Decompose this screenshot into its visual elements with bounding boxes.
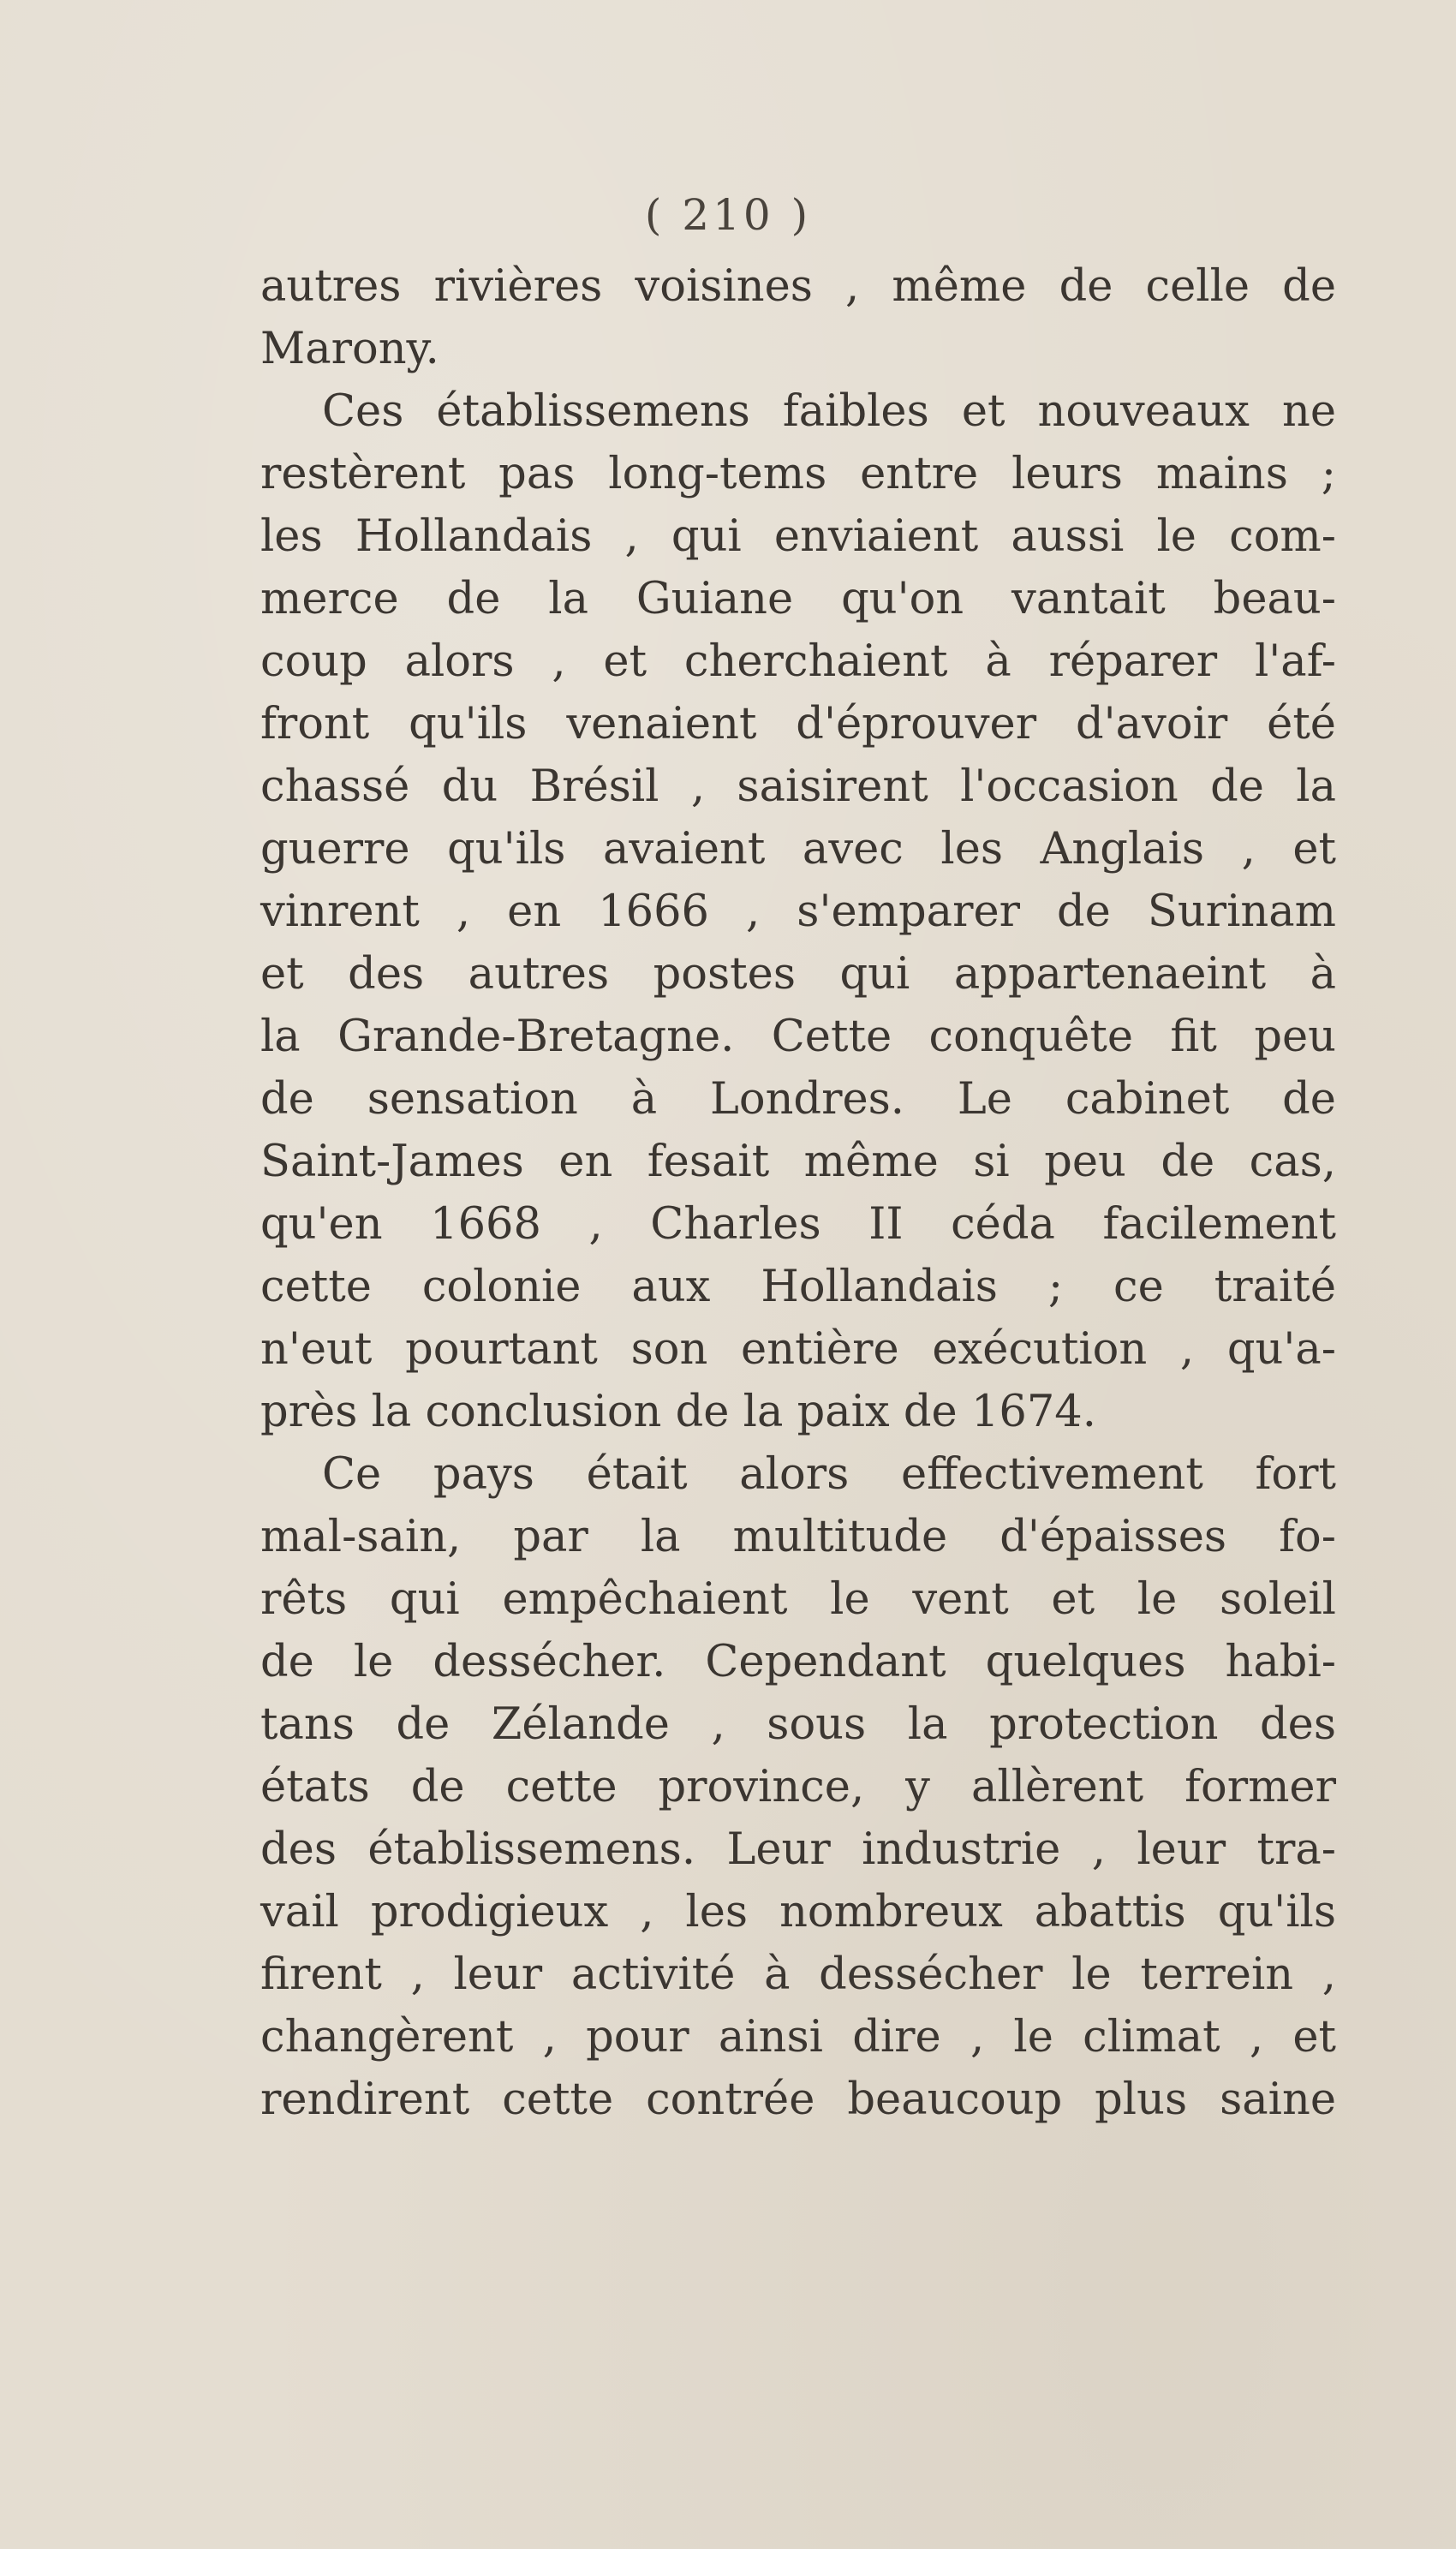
text-line: de le dessécher. Cependant quelques habi- <box>260 1637 1336 1687</box>
text-line: états de cette province, y allèrent former <box>260 1762 1336 1812</box>
text-line: restèrent pas long-tems entre leurs mains ; <box>260 449 1336 499</box>
body-text <box>260 255 1336 2131</box>
text-line: les Hollandais , qui enviaient aussi le com- <box>260 511 1336 562</box>
text-line: n'eut pourtant son entière exécution , qu'a- <box>260 1324 1336 1375</box>
text-line: de sensation à Londres. Le cabinet de <box>260 1074 1336 1125</box>
text-line: guerre qu'ils avaient avec les Anglais , et <box>260 824 1336 875</box>
text-line: près la conclusion de la paix de 1674. <box>260 1387 1096 1437</box>
page-number: ( 210 ) <box>644 190 812 240</box>
text-line: autres rivières voisines , même de celle de <box>260 261 1336 312</box>
text-line: Saint-James en fesait même si peu de cas, <box>260 1137 1336 1187</box>
text-line: tans de Zélande , sous la protection des <box>260 1699 1336 1750</box>
text-line: firent , leur activité à dessécher le terrein , <box>260 1949 1336 2000</box>
text-line: vail prodigieux , les nombreux abattis qu'ils <box>260 1887 1336 1937</box>
text-line: rêts qui empêchaient le vent et le soleil <box>260 1574 1336 1625</box>
paragraph-start-line: Ce pays était alors effectivement fort <box>322 1449 1336 1500</box>
text-line: la Grande-Bretagne. Cette conquête fit peu <box>260 1012 1336 1062</box>
text-line: rendirent cette contrée beaucoup plus saine <box>260 2074 1336 2125</box>
text-line: merce de la Guiane qu'on vantait beau- <box>260 574 1336 624</box>
text-line: coup alors , et cherchaient à réparer l'af- <box>260 636 1336 687</box>
text-line: vinrent , en 1666 , s'emparer de Surinam <box>260 886 1336 937</box>
text-line: cette colonie aux Hollandais ; ce traité <box>260 1262 1336 1312</box>
text-line: mal-sain, par la multitude d'épaisses fo- <box>260 1512 1336 1562</box>
text-line: changèrent , pour ainsi dire , le climat , et <box>260 2012 1336 2062</box>
text-line: front qu'ils venaient d'éprouver d'avoir été <box>260 699 1336 749</box>
text-line: Marony. <box>260 324 439 374</box>
text-line: qu'en 1668 , Charles II céda facilement <box>260 1199 1336 1250</box>
text-line: chassé du Brésil , saisirent l'occasion de la <box>260 761 1336 812</box>
text-line: et des autres postes qui appartenaeint à <box>260 949 1336 1000</box>
text-line: des établissemens. Leur industrie , leur tra- <box>260 1824 1336 1875</box>
paragraph-start-line: Ces établissemens faibles et nouveaux ne <box>322 386 1336 437</box>
